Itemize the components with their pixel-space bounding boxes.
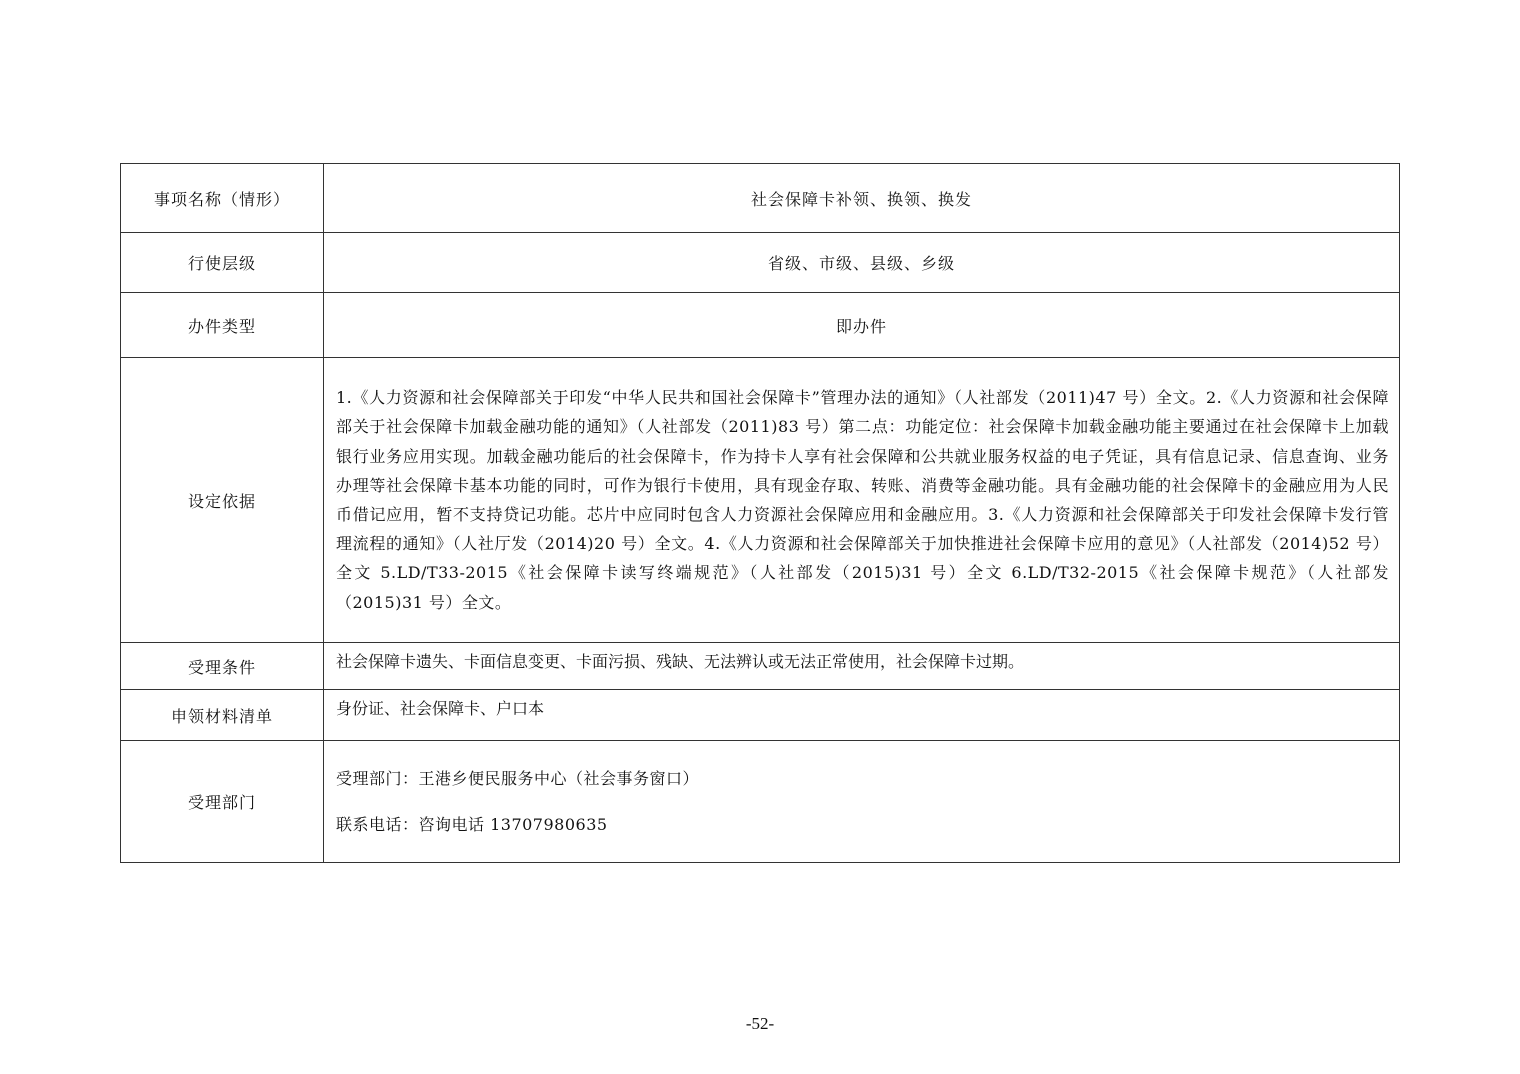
basis-value: 1.《人力资源和社会保障部关于印发“中华人民共和国社会保障卡”管理办法的通知》（人社部发（2011)47 号）全文。2.《人力资源和社会保障部关于社会保障卡加载金融功能的通知》（人社部发（2011)83 号）第二点：功能定位：社会保障卡加载金融功能主要通过在社会保障卡上加载银行业务应用实现。加载金融功能后的社会保障卡，作为持卡人享有社会保障和公共就业服务权益的电子凭证，具有信息记录、信息查询、业务办理等社会保障卡基本功能的同时，可作为银行卡使用，具有现金存取、转账、消费等金融功能。具有金融功能的社会保障卡的金融应用为人民币借记应用，暂不支持贷记功能。芯片中应同时包含人力资源社会保障应用和金融应用。3.《人力资源和社会保障部关于印发社会保障卡发行管理流程的通知》（人社厅发（2014)20 号）全文。4.《人力资源和社会保障部关于加快推进社会保障卡应用的意见》（人社部发（2014)52 号）全文 5.LD/T33-2015《社会保障卡读写终端规范》（人社部发（2015)31 号）全文 6.LD/T32-2015《社会保障卡规范》（人社部发（2015)31 号）全文。 <box>324 358 1400 643</box>
conditions-value: 社会保障卡遗失、卡面信息变更、卡面污损、残缺、无法辨认或无法正常使用，社会保障卡过期。 <box>324 643 1400 690</box>
handle-type-label: 办件类型 <box>121 293 324 358</box>
conditions-label: 受理条件 <box>121 643 324 690</box>
service-item-table <box>120 163 1400 863</box>
contact-phone: 联系电话：咨询电话 13707980635 <box>336 814 608 834</box>
table-row-item-name <box>121 164 1400 233</box>
level-value: 省级、市级、县级、乡级 <box>324 233 1400 293</box>
department-name: 受理部门：王港乡便民服务中心（社会事务窗口） <box>336 768 700 788</box>
department-value <box>324 741 1400 863</box>
handle-type-value: 即办件 <box>324 293 1400 358</box>
level-label: 行使层级 <box>121 233 324 293</box>
page-number: -52- <box>745 1014 775 1033</box>
item-name-value: 社会保障卡补领、换领、换发 <box>324 164 1400 233</box>
table-row-conditions <box>121 643 1400 690</box>
table-row-level <box>121 233 1400 293</box>
materials-value: 身份证、社会保障卡、户口本 <box>324 690 1400 741</box>
table-row-department <box>121 741 1400 863</box>
materials-label: 申领材料清单 <box>121 690 324 741</box>
table-row-handle-type <box>121 293 1400 358</box>
item-name-label: 事项名称（情形） <box>121 164 324 233</box>
table-row-basis <box>121 358 1400 643</box>
table-row-materials <box>121 690 1400 741</box>
basis-label: 设定依据 <box>121 358 324 643</box>
department-label: 受理部门 <box>121 741 324 863</box>
